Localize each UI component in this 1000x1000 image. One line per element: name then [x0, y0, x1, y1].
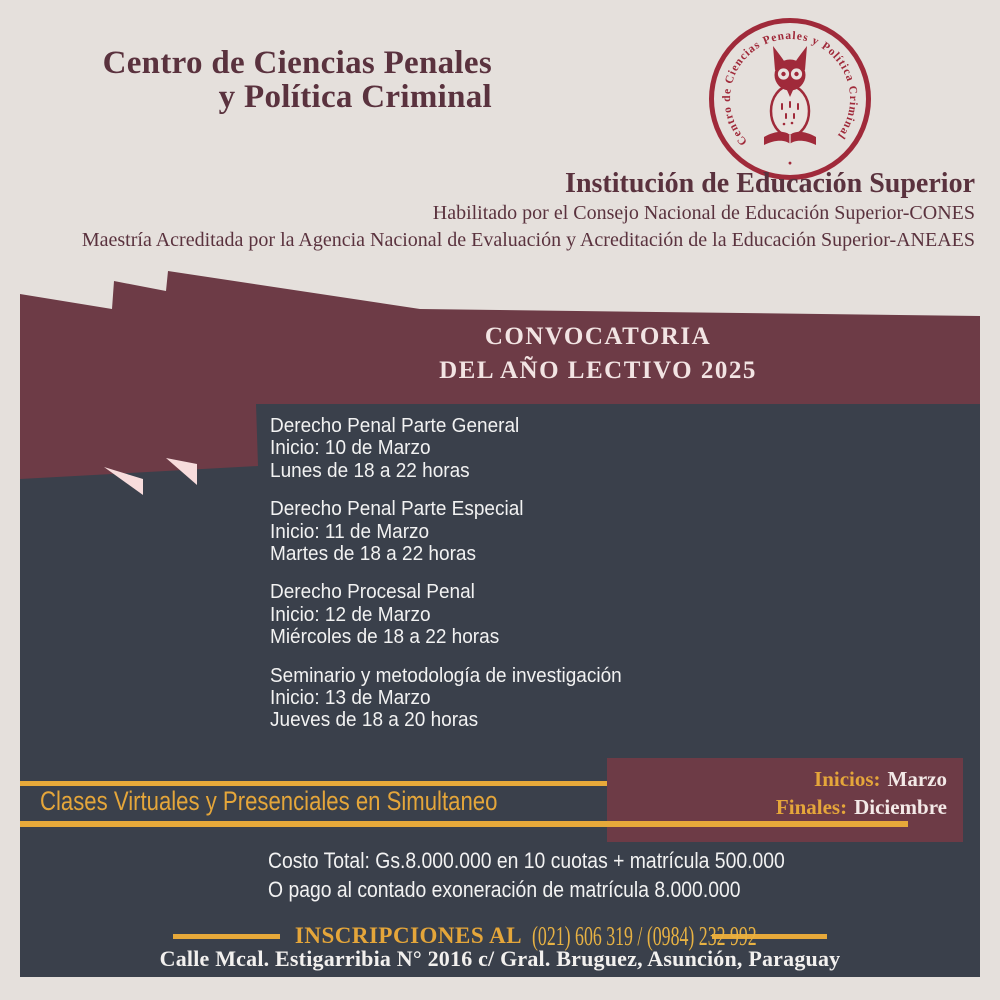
course-title: Seminario y metodología de investigación [270, 664, 622, 687]
course-list [270, 415, 764, 748]
term-start [607, 765, 947, 793]
org-seal-logo [705, 14, 875, 184]
seal-separator-dot: · [786, 153, 794, 173]
course-start: Inicio: 12 de Marzo [270, 603, 431, 626]
accreditation-line2: Maestría Acreditada por la Agencia Nacional de Evaluación y Acreditación de la Educación Superior-ANEAES [81, 229, 975, 251]
accreditation-line1: Habilitado por el Consejo Nacional de Educación Superior-CONES [432, 202, 975, 224]
inscriptions-label: INSCRIPCIONES AL [294, 923, 523, 948]
course-start: Inicio: 11 de Marzo [270, 520, 430, 543]
term-end-label: Finales: [775, 795, 848, 819]
term-box [607, 758, 963, 842]
term-start-label: Inicios: [814, 767, 881, 791]
cost-line2: O pago al contado exoneración de matrícula 8.000.000 [268, 876, 741, 902]
course-start: Inicio: 10 de Marzo [270, 437, 431, 460]
modality-text: Clases Virtuales y Presenciales en Simultaneo [40, 786, 498, 816]
course-item [270, 415, 764, 482]
course-schedule: Martes de 18 a 22 horas [270, 543, 476, 566]
owl-icon [764, 46, 816, 145]
course-start: Inicio: 13 de Marzo [270, 687, 431, 710]
cost-block [268, 847, 785, 904]
term-end-value: Diciembre [854, 795, 947, 819]
term-end [607, 793, 947, 821]
term-start-value: Marzo [887, 767, 947, 791]
course-item [270, 498, 764, 565]
cost-line1: Costo Total: Gs.8.000.000 en 10 cuotas + matrícula 500.000 [268, 848, 785, 873]
course-title: Derecho Penal Parte General [270, 415, 520, 437]
course-schedule: Jueves de 18 a 20 horas [270, 709, 479, 732]
gold-divider-bottom [20, 821, 908, 827]
address-line: Calle Mcal. Estigarribia N° 2016 c/ Gral. Bruguez, Asunción, Paraguay [159, 946, 841, 971]
org-title-line2: y Política Criminal [218, 79, 492, 115]
course-schedule: Lunes de 18 a 22 horas [270, 459, 470, 482]
course-item [270, 665, 764, 732]
accreditation-heading: Institución de Educación Superior [565, 168, 975, 199]
course-title: Derecho Procesal Penal [270, 581, 475, 604]
org-title-line1: Centro de Ciencias Penales [102, 45, 492, 81]
banner-line1: CONVOCATORIA [484, 323, 712, 350]
convocatoria-banner [438, 320, 758, 388]
seal-ring-text: Centro de Ciencias Penales y Política Criminal [720, 29, 860, 148]
phone-numbers: (021) 606 319 / (0984) 232 992 [532, 920, 757, 951]
course-item [270, 581, 764, 648]
course-schedule: Miércoles de 18 a 22 horas [270, 626, 500, 649]
banner-line2: DEL AÑO LECTIVO 2025 [439, 357, 757, 384]
course-title: Derecho Penal Parte Especial [270, 498, 524, 521]
accreditation-block [82, 168, 975, 254]
gold-dash-left [173, 934, 280, 939]
org-title [30, 46, 492, 114]
